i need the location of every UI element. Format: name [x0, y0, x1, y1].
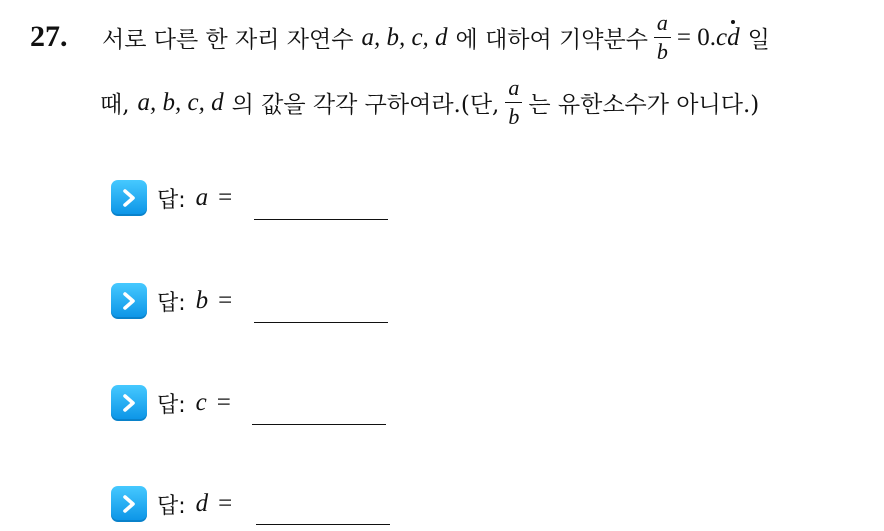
answer-equals: =: [218, 490, 233, 517]
variables-list-2: a, b, c, d: [137, 88, 224, 116]
decimal-digit-c: c: [716, 23, 728, 51]
question-text-6: 는 유한소수가 아니다.): [528, 92, 760, 118]
fraction-a-over-b-2: [505, 77, 522, 128]
answer-row-b: [111, 283, 232, 319]
answer-equals: =: [218, 184, 233, 211]
answer-equals: =: [216, 389, 231, 416]
question-text-2: 에 대하여 기약분수: [455, 27, 648, 53]
answer-variable: a: [195, 184, 209, 211]
answer-label: 답:: [157, 493, 186, 519]
answer-blank-b[interactable]: [254, 322, 388, 323]
question-text-4: 때,: [100, 92, 130, 118]
answer-label: 답:: [157, 187, 186, 213]
answer-row-c: [111, 385, 231, 421]
answer-variable: d: [195, 490, 209, 517]
question-line-2: [100, 77, 759, 128]
answer-variable: c: [195, 389, 207, 416]
chevron-right-icon: [111, 486, 147, 522]
repeating-decimal: [677, 24, 740, 52]
answer-row-d: [111, 486, 232, 522]
question-text-5: 의 값을 각각 구하여라.(단,: [231, 92, 500, 118]
question-number: 27.: [30, 20, 68, 53]
question-text-1: 서로 다른 한 자리 자연수: [102, 27, 354, 53]
answer-row-a: [111, 180, 232, 216]
decimal-digit-d-repeating: d: [727, 23, 740, 51]
answer-equals: =: [218, 287, 233, 314]
fraction-denominator: b: [656, 39, 668, 64]
answer-label: 답:: [157, 290, 186, 316]
fraction-numerator: a: [656, 10, 668, 35]
answer-blank-d[interactable]: [256, 524, 390, 525]
decimal-prefix: = 0.: [676, 23, 717, 51]
chevron-right-icon: [111, 385, 147, 421]
chevron-right-icon: [111, 180, 147, 216]
answer-variable: b: [195, 287, 209, 314]
answer-blank-c[interactable]: [252, 424, 386, 425]
variables-list: a, b, c, d: [361, 23, 448, 51]
question-line-1: [102, 12, 770, 63]
chevron-right-icon: [111, 283, 147, 319]
answer-blank-a[interactable]: [254, 219, 388, 220]
answer-label: 답:: [157, 392, 186, 418]
fraction-a-over-b: [654, 12, 671, 63]
question-text-3: 일: [747, 27, 770, 53]
fraction-numerator-2: a: [508, 75, 520, 100]
fraction-denominator-2: b: [508, 104, 520, 129]
